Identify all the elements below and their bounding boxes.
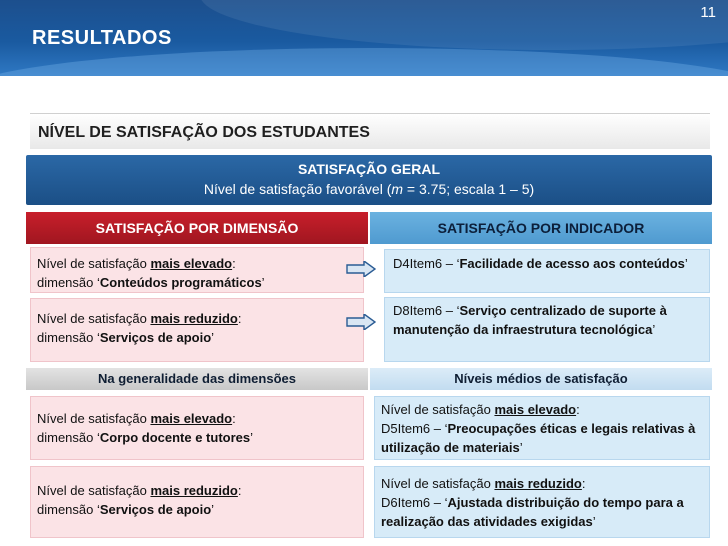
cell-text: D6Item6 – ‘ [381,495,448,510]
dimension-column-header: SATISFAÇÃO POR DIMENSÃO [26,212,368,244]
cell-text: dimensão ‘ [37,275,100,290]
average-levels-subheader: Níveis médios de satisfação [370,368,712,390]
cell-text: dimensão ‘ [37,502,100,517]
subtitle-suffix: = 3.75; escala 1 – 5) [403,181,535,197]
dimension-lowest-cell [30,298,364,362]
quote-close: ’ [592,514,596,529]
colon: : [237,311,242,326]
average-lowest-cell [374,466,710,538]
colon: : [576,402,580,417]
indicator-name: Ajustada distribuição do tempo para a realização das atividades exigidas [381,495,684,529]
quote-close: ’ [519,440,523,455]
cell-text: Nível de satisfação [37,256,151,271]
right-arrow-icon [346,261,376,277]
dimension-name: Corpo docente e tutores [99,430,251,445]
page-title: RESULTADOS [32,27,172,49]
quote-close: ’ [652,322,656,337]
colon: : [232,256,236,271]
general-satisfaction-box [26,155,712,205]
emphasis-text: mais elevado [150,411,233,426]
cell-text: D5Item6 – ‘ [381,421,448,436]
indicator-name: Facilidade de acesso aos conteúdos [459,256,685,271]
cell-text: Nível de satisfação [37,483,151,498]
colon: : [581,476,586,491]
quote-close: ’ [261,275,265,290]
slide-header [0,0,728,76]
indicator-column-header: SATISFAÇÃO POR INDICADOR [370,212,712,244]
cell-text: Nível de satisfação [37,411,151,426]
dimension-name: Conteúdos programáticos [99,275,262,290]
header-decoration [200,0,728,50]
emphasis-text: mais reduzido [150,311,238,326]
indicator-name: Preocupações éticas e legais relativas à utilização de materiais [381,421,696,455]
cell-text: Nível de satisfação [381,402,495,417]
cell-text: Nível de satisfação [381,476,495,491]
cell-text: Nível de satisfação [37,311,151,326]
right-arrow-icon [346,314,376,330]
header-swoosh [0,48,728,76]
colon: : [237,483,242,498]
colon: : [232,411,236,426]
cell-text: D8Item6 – ‘ [393,303,460,318]
subtitle-prefix: Nível de satisfação favorável ( [203,181,392,197]
general-satisfaction-subtitle [26,181,712,197]
emphasis-text: mais reduzido [150,483,238,498]
dimension-name: Serviços de apoio [99,330,212,345]
cell-text: D4Item6 – ‘ [393,256,460,271]
mean-symbol: m [391,181,404,197]
section-title: NÍVEL DE SATISFAÇÃO DOS ESTUDANTES [38,124,370,141]
quote-close: ’ [211,502,215,517]
emphasis-text: mais elevado [494,402,577,417]
indicator-name: Serviço centralizado de suporte à manutenção da infraestrutura tecnológica [393,303,667,337]
general-dimensions-subheader: Na generalidade das dimensões [26,368,368,390]
general-lowest-cell [30,466,364,538]
indicator-highest-cell [384,249,710,293]
emphasis-text: mais elevado [150,256,233,271]
emphasis-text: mais reduzido [494,476,582,491]
dimension-highest-cell [30,247,364,293]
general-highest-cell [30,396,364,460]
cell-text: dimensão ‘ [37,330,100,345]
dimension-name: Serviços de apoio [99,502,212,517]
cell-text: dimensão ‘ [37,430,100,445]
quote-close: ’ [684,256,688,271]
indicator-lowest-cell [384,297,710,362]
quote-close: ’ [250,430,254,445]
general-satisfaction-title: SATISFAÇÃO GERAL [297,161,441,177]
average-highest-cell [374,396,710,460]
section-title-bar [30,113,710,149]
page-number: 11 [700,4,716,21]
quote-close: ’ [211,330,215,345]
